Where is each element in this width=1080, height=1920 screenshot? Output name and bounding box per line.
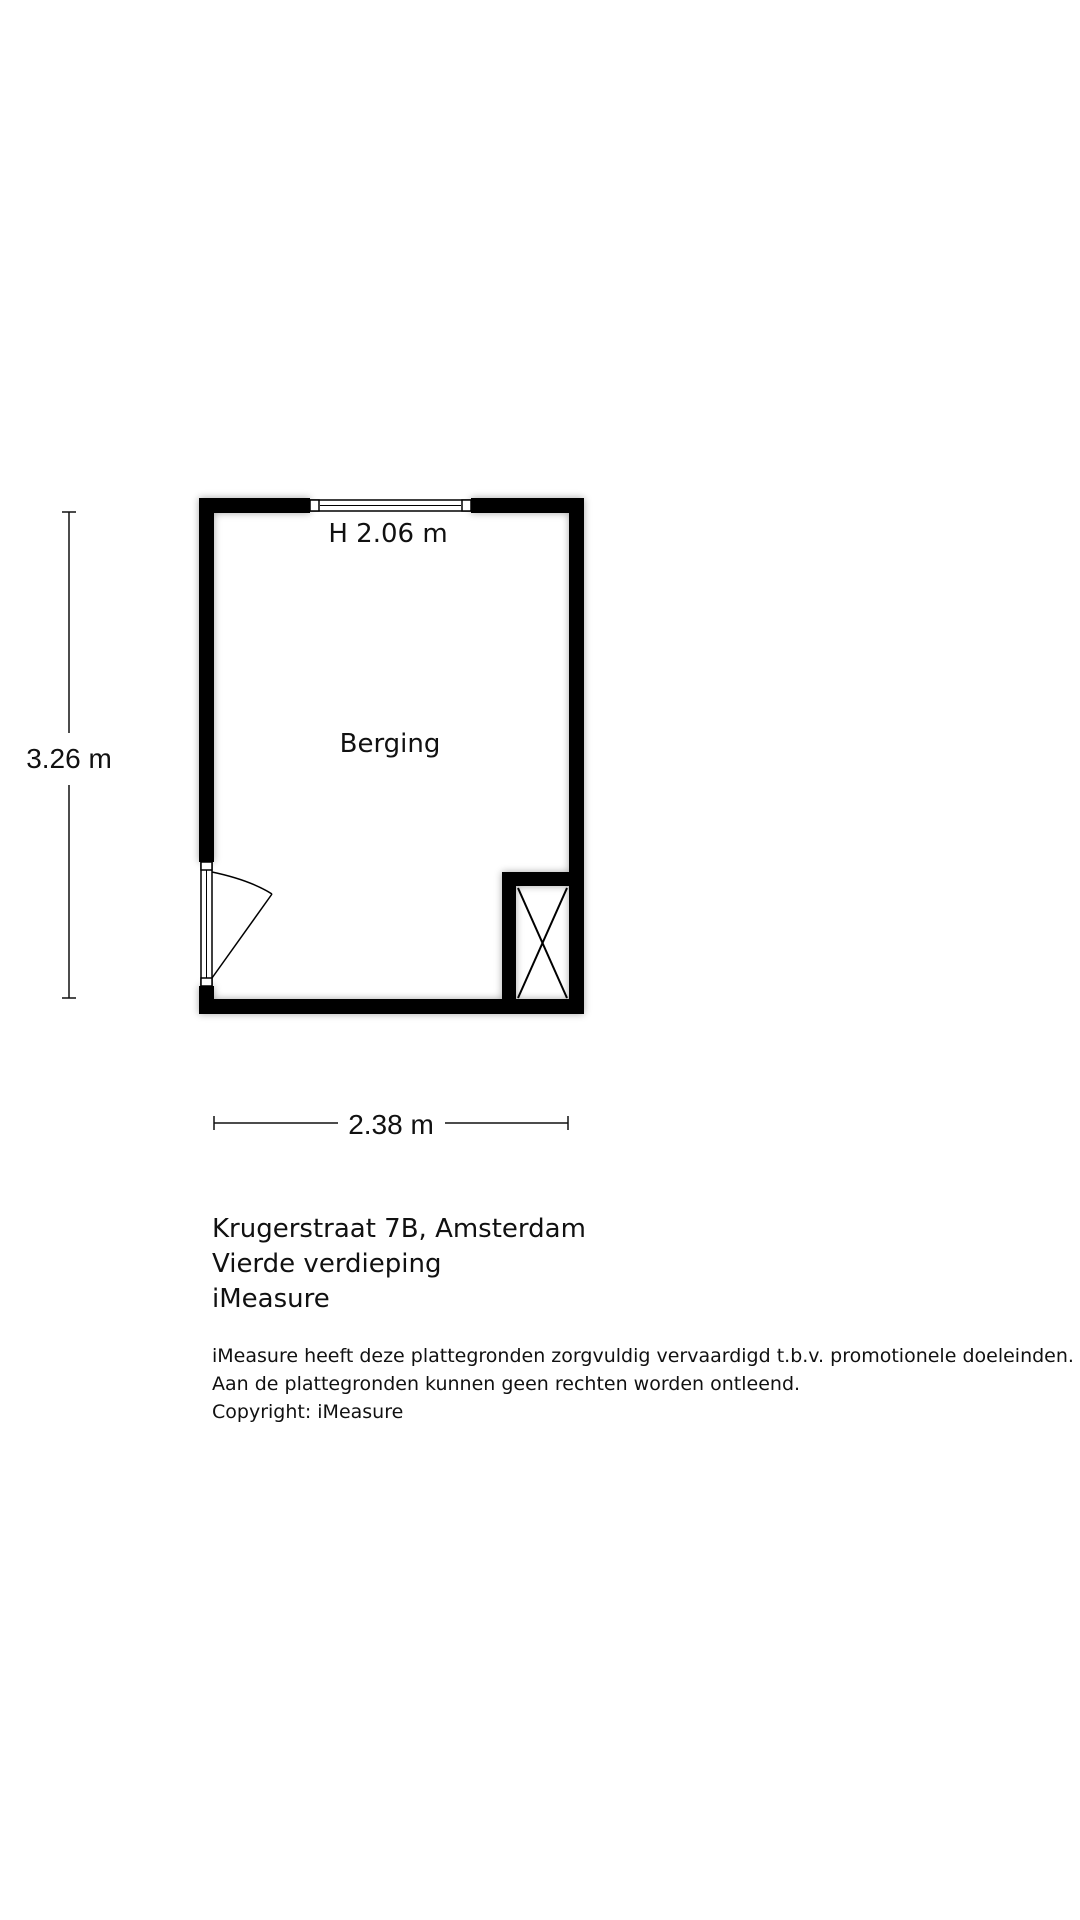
disclaimer — [212, 1342, 1072, 1426]
address: Krugerstraat 7B, Amsterdam — [212, 1214, 586, 1244]
door — [201, 862, 272, 986]
floor-level: Vierde verdieping — [212, 1249, 442, 1279]
disclaimer-line-1: iMeasure heeft deze plattegronden zorgvuldig vervaardigd t.b.v. promotionele doeleinden. — [212, 1345, 1074, 1367]
copyright: Copyright: iMeasure — [212, 1401, 404, 1423]
window — [310, 500, 471, 511]
company-name: iMeasure — [212, 1284, 330, 1314]
room-label: Berging — [339, 729, 441, 759]
width-dimension — [214, 1109, 568, 1140]
property-info — [212, 1212, 1062, 1317]
disclaimer-line-2: Aan de plattegronden kunnen geen rechten worden ontleend. — [212, 1373, 801, 1395]
ceiling-height-label: H 2.06 m — [328, 519, 448, 549]
height-dimension — [26, 512, 112, 998]
shaft-cross — [518, 888, 567, 998]
height-label: 3.26 m — [26, 743, 112, 774]
width-label: 2.38 m — [348, 1109, 434, 1140]
